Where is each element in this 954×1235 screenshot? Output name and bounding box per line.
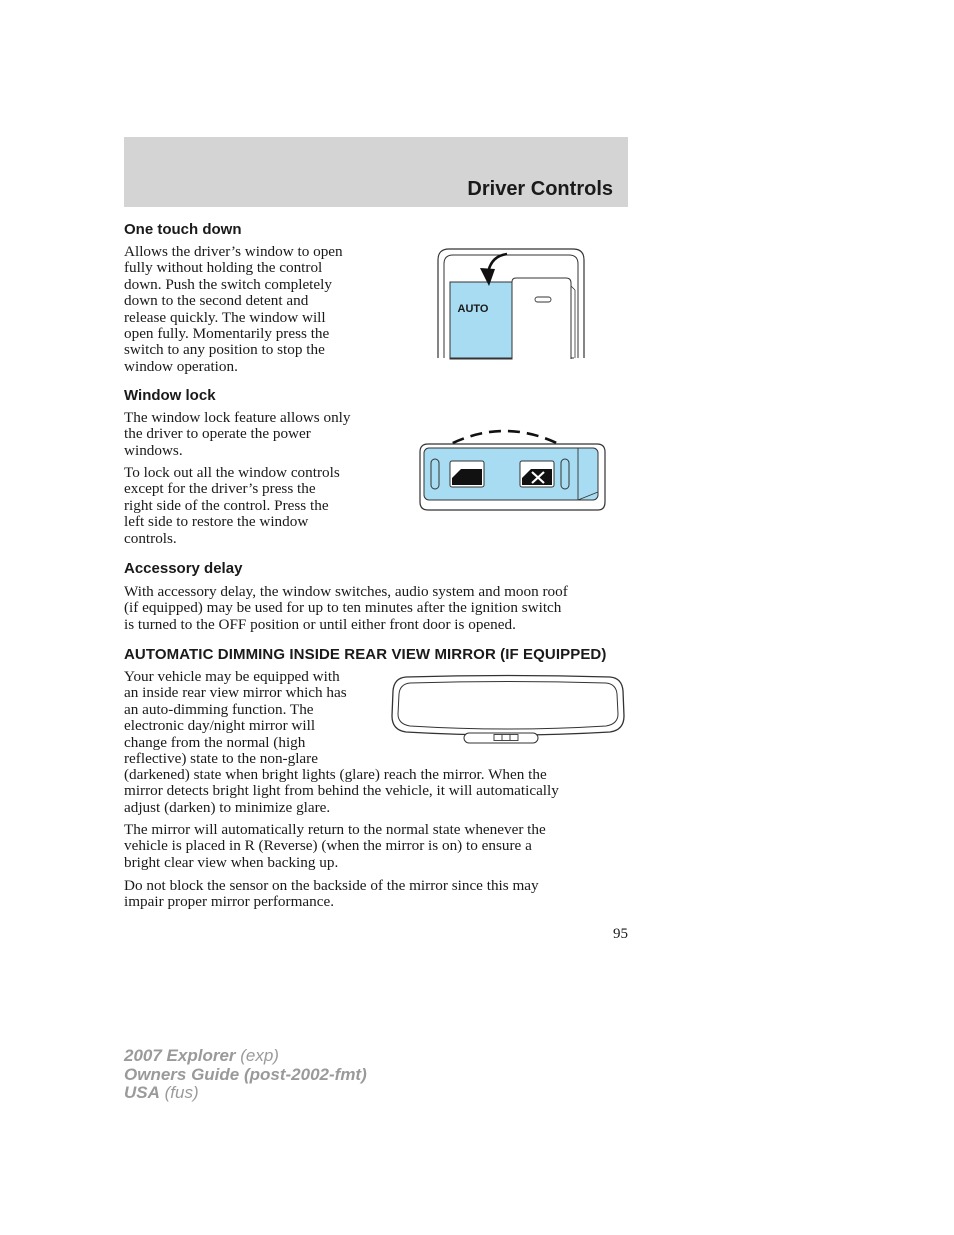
text-line: bright clear view when backing up. <box>124 853 339 871</box>
heading-window-lock: Window lock <box>124 387 216 404</box>
auto-label: AUTO <box>457 303 489 315</box>
footer-line-guide: Owners Guide (post-2002-fmt) <box>124 1064 367 1084</box>
text-line: The mirror will automatically return to the normal state whenever the <box>124 821 546 838</box>
rear-view-mirror-illustration <box>388 672 628 748</box>
text-line: mirror detects bright light from behind the vehicle, it will automatically <box>124 782 559 800</box>
text-line: left side to restore the window <box>124 513 309 531</box>
text-line: right side of the control. Press the <box>124 496 329 514</box>
window-lock-icon <box>520 461 554 487</box>
mirror-text-1b <box>124 767 559 816</box>
text-line: except for the driver’s press the <box>124 480 316 498</box>
window-lock-illustration <box>414 422 610 516</box>
one-touch-down-text <box>124 244 343 375</box>
text-line: reflective) state to the non-glare <box>124 750 318 768</box>
section-title: Driver Controls <box>467 178 613 200</box>
text-line: (darkened) state when bright lights (glare) reach the mirror. When the <box>124 766 547 783</box>
text-line: The window lock feature allows only <box>124 409 351 426</box>
text-line: down to the second detent and <box>124 292 309 310</box>
text-line: the driver to operate the power <box>124 425 311 443</box>
lamp-indicator-icon <box>535 297 551 302</box>
text-line: Allows the driver’s window to open <box>124 243 343 260</box>
heading-auto-dimming-mirror: AUTOMATIC DIMMING INSIDE REAR VIEW MIRROR (IF EQUIPPED) <box>124 646 607 663</box>
text-line: adjust (darken) to minimize glare. <box>124 798 331 816</box>
footer-line-market: USA (fus) <box>124 1083 199 1102</box>
auto-switch-illustration <box>434 246 588 364</box>
window-lock-text-2 <box>124 465 340 547</box>
window-lock-text-1 <box>124 410 351 459</box>
text-line: release quickly. The window will <box>124 308 326 326</box>
mirror-text-1a <box>124 669 347 767</box>
text-line: Do not block the sensor on the backside of the mirror since this may <box>124 877 539 894</box>
text-line: With accessory delay, the window switches, audio system and moon roof <box>124 583 568 600</box>
text-line: windows. <box>124 441 183 459</box>
text-line: window operation. <box>124 357 238 375</box>
text-line: an inside rear view mirror which has <box>124 684 347 702</box>
heading-one-touch-down: One touch down <box>124 221 242 238</box>
footer-line-model: 2007 Explorer (exp) <box>124 1046 279 1065</box>
text-line: electronic day/night mirror will <box>124 717 316 735</box>
text-line: To lock out all the window controls <box>124 464 340 481</box>
accessory-delay-text <box>124 584 568 633</box>
text-line: is turned to the OFF position or until either front door is opened. <box>124 615 516 633</box>
text-line: Your vehicle may be equipped with <box>124 668 340 685</box>
text-line: an auto-dimming function. The <box>124 700 314 718</box>
mirror-text-2 <box>124 822 546 871</box>
mirror-text-3 <box>124 878 539 911</box>
text-line: open fully. Momentarily press the <box>124 325 330 343</box>
mirror-buttons-icon <box>494 735 518 741</box>
text-line: change from the normal (high <box>124 733 306 751</box>
auto-switch <box>450 282 512 359</box>
text-line: (if equipped) may be used for up to ten minutes after the ignition switch <box>124 599 562 617</box>
text-line: controls. <box>124 529 177 547</box>
footer-doc-info <box>124 1047 367 1103</box>
window-unlock-icon <box>450 461 484 487</box>
text-line: vehicle is placed in R (Reverse) (when the mirror is on) to ensure a <box>124 837 532 855</box>
section-header-band <box>124 137 628 207</box>
text-line: switch to any position to stop the <box>124 341 325 359</box>
page-number: 95 <box>613 926 628 942</box>
text-line: fully without holding the control <box>124 259 323 277</box>
heading-accessory-delay: Accessory delay <box>124 560 243 577</box>
text-line: down. Push the switch completely <box>124 275 332 293</box>
text-line: impair proper mirror performance. <box>124 893 334 911</box>
